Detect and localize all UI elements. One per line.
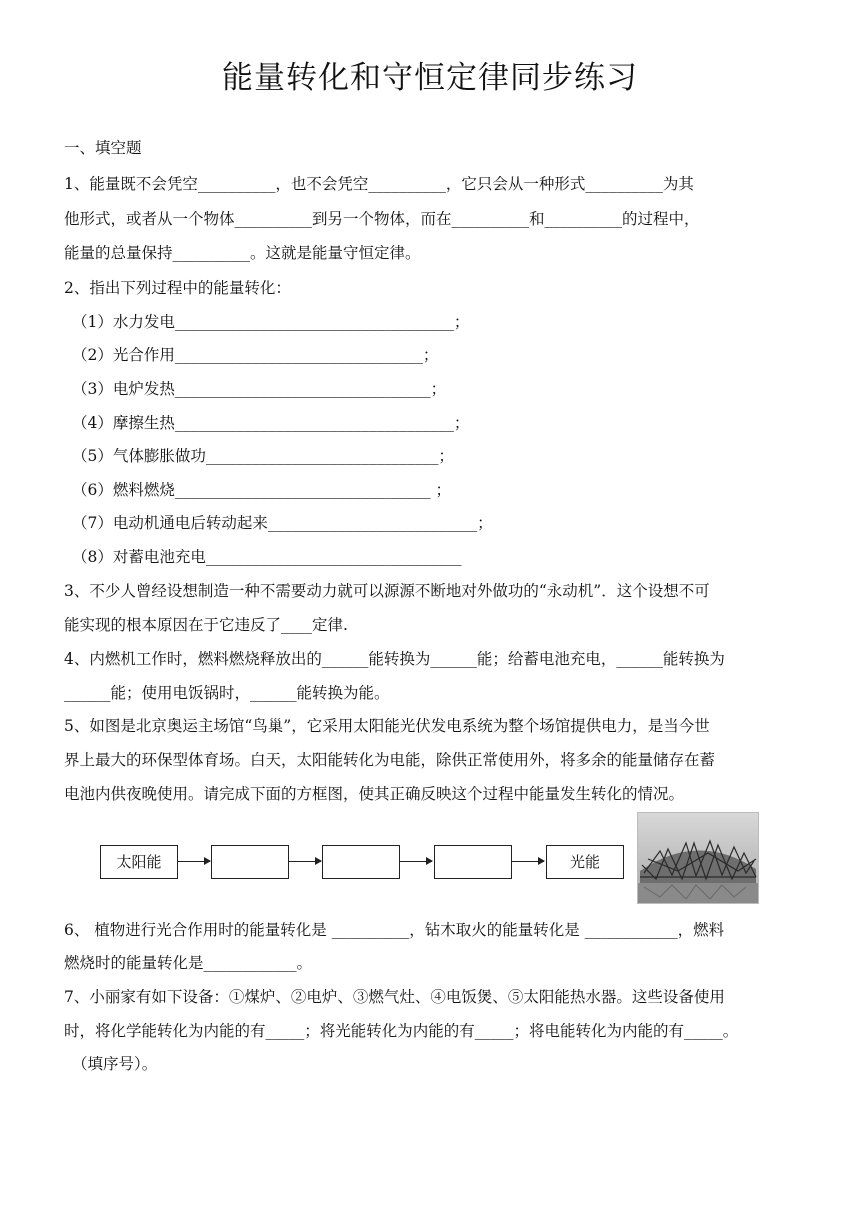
question-7-line-2: 时，将化学能转化为内能的有_____；将光能转化为内能的有_____；将电能转化为内能的有_____。 [64, 1022, 739, 1040]
question-7-line-1: 7、小丽家有如下设备：①煤炉、②电炉、③燃气灶、④电饭煲、⑤太阳能热水器。这些设备使用 [64, 988, 725, 1006]
section-heading: 一、填空题 [64, 139, 142, 157]
question-2-item: （7）电动机通电后转动起来___________________________； [72, 514, 493, 532]
question-4-line-1: 4、内燃机工作时，燃料燃烧释放出的______能转换为______能；给蓄电池充电，______能转换为 [64, 650, 725, 668]
question-3-line-2: 能实现的根本原因在于它违反了____定律. [64, 616, 348, 634]
flow-box-start: 太阳能 [100, 845, 178, 879]
question-2-item: （6）燃料燃烧_________________________________ ； [72, 481, 452, 499]
page-title: 能量转化和守恒定律同步练习 [222, 60, 638, 96]
question-1-line-2: 他形式，或者从一个物体__________到另一个物体，而在__________和__________的过程中， [64, 210, 700, 228]
question-6-line-1: 6、 植物进行光合作用时的能量转化是 __________，钻木取火的能量转化是 ____________，燃料 [64, 921, 725, 939]
flow-arrow [178, 861, 210, 862]
flow-box-blank [211, 845, 289, 879]
question-2-item: （2）光合作用________________________________； [72, 346, 439, 364]
question-6-line-2: 燃烧时的能量转化是____________。 [64, 954, 313, 972]
flow-box-blank [434, 845, 512, 879]
flow-arrow [512, 861, 544, 862]
flow-arrow [400, 861, 432, 862]
birds-nest-stadium-image [637, 812, 759, 904]
energy-flow-diagram [100, 845, 630, 879]
question-1-line-1: 1、能量既不会凭空__________，也不会凭空__________，它只会从一种形式__________为其 [64, 175, 694, 193]
flow-arrow [289, 861, 321, 862]
question-5-line-2: 界上最大的环保型体育场。白天，太阳能转化为电能，除供正常使用外，将多余的能量储存在蓄 [64, 751, 716, 769]
flow-box-blank [322, 845, 400, 879]
question-2-heading: 2、指出下列过程中的能量转化： [64, 279, 291, 297]
question-2-item: （3）电炉发热_________________________________； [72, 380, 447, 398]
question-2-item: （8）对蓄电池充电_________________________________ [72, 548, 462, 566]
question-3-line-1: 3、不少人曾经设想制造一种不需要动力就可以源源不断地对外做功的“永动机”．这个设想不可 [64, 582, 710, 600]
question-2-item: （1）水力发电____________________________________； [72, 313, 470, 331]
question-4-line-2: ______能；使用电饭锅时，______能转换为能。 [64, 684, 390, 702]
question-1-line-3: 能量的总量保持__________。这就是能量守恒定律。 [64, 244, 421, 262]
question-7-line-3: （填序号）。 [72, 1055, 158, 1073]
question-5-line-3: 电池内供夜晚使用。请完成下面的方框图，使其正确反映这个过程中能量发生转化的情况。 [64, 785, 685, 803]
question-2-item: （5）气体膨胀做功______________________________； [72, 447, 454, 465]
question-5-line-1: 5、如图是北京奥运主场馆“鸟巢”，它采用太阳能光伏发电系统为整个场馆提供电力，是当今世 [64, 717, 710, 735]
flow-box-end: 光能 [546, 845, 624, 879]
question-2-item: （4）摩擦生热____________________________________； [72, 414, 470, 432]
